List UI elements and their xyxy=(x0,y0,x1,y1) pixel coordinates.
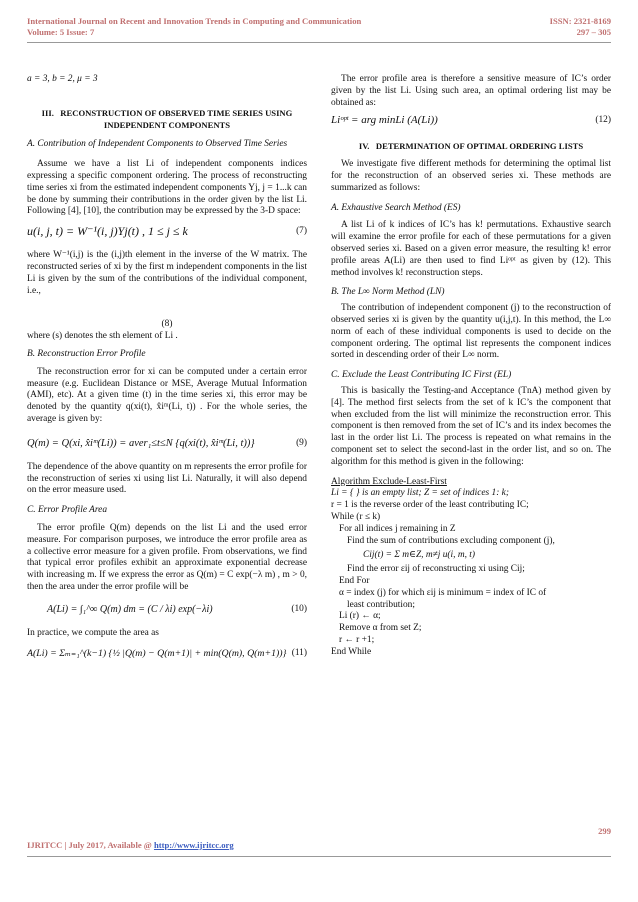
section-3-heading xyxy=(27,108,307,132)
paragraph-4a: A list Li of k indices of IC’s has k! permutations. Exhaustive search will examine the error profile for each of these permutations for a given observed series xi. Based on a given error measure, the resulting k! error profile areas A(Li) are then used to find Liᵒᵖᵗ as given by (12). This method involves k! reconstruction steps. xyxy=(331,220,611,278)
section-4-heading xyxy=(331,141,611,153)
algorithm-title: Algorithm Exclude-Least-First xyxy=(331,476,447,487)
equation-11-number: (11) xyxy=(291,647,307,658)
algorithm-line: Find the error εij of reconstructing xi using Cij; xyxy=(347,564,525,575)
page-number: 299 xyxy=(598,826,611,836)
paragraph-3a-1: Assume we have a list Li of independent components indices expressing a specific component ordering. The process of reconstructing time series xi from the estimated independent components Yj, j = 1...k can be done by summing their contributions in the order given by the list Li. Following [4], [10], the contribution may be expressed by the 3-D space: xyxy=(27,159,307,217)
paragraph-4b: The contribution of independent component (j) to the reconstruction of observed series xi is given by the quantity u(i,j,t). In this method, the L∞ norm of each of these individual components is used to decide on the component ordering. The optimal list represents the component indices sorted in descending order of their L∞ norm. xyxy=(331,303,611,361)
journal-link[interactable]: http://www.ijritcc.org xyxy=(153,840,234,850)
algorithm-line: Remove α from set Z; xyxy=(339,623,422,634)
equation-12-number: (12) xyxy=(595,115,611,126)
paragraph-4-intro: We investigate five different methods for determining the optimal list for the reconstruction of an observed series xi. These methods are summarized as follows: xyxy=(331,159,611,193)
section-3-number: III. xyxy=(41,107,54,118)
paragraph-3b-2: The dependence of the above quantity on m represents the error profile for the reconstruction of series xi using list Li. Naturally, it will also depend on the error measure used. xyxy=(27,461,307,496)
algorithm-line: For all indices j remaining in Z xyxy=(339,523,456,534)
paragraph-3c-1: The error profile Q(m) depends on the list Li and the used error measure. For comparison purposes, we introduce the error profile area as a collective error measure for a given profile. From observations, we find that typical error profiles exhibit an approximate exponential decrease with increasing m. If we express the error as Q(m) = C exp(−λ m) , m > 0, then the area under the error profile will be xyxy=(27,522,307,592)
algorithm-equation: Cij(t) = Σ m∈Z, m≠j u(i, m, t) xyxy=(363,550,476,561)
equation-10 xyxy=(27,604,307,624)
left-column xyxy=(27,74,307,668)
algorithm-line: α = index (j) for which εij is minimum = index of IC of xyxy=(339,587,547,598)
section-4-number: IV. xyxy=(358,141,370,152)
algorithm-line: End While xyxy=(331,646,372,657)
algorithm-line: r ← r +1; xyxy=(339,635,375,646)
equation-7-number: (7) xyxy=(296,226,307,237)
equation-9-body: Q(m) = Q(xi, x̂iᵐ(Li)) = aver₁≤t≤N {q(xi(t), x̂iᵐ(Li, t))} xyxy=(27,437,255,449)
algorithm-line: r = 1 is the reverse order of the least contributing IC; xyxy=(331,500,529,511)
subsection-3b-title: B. Reconstruction Error Profile xyxy=(27,348,146,359)
paragraph-4c: This is basically the Testing-and Acceptance (TnA) method given by [4]. The method first selects from the set of k IC’s the component that when excluded from the list will minimize the reconstruction error. This component is then removed from the set of IC’s and its index becomes the last in the order list Li. The process is repeated on what remains in the component set to select the second-last in the order list, and so on. The algorithm for this method is given in the following: xyxy=(331,385,611,467)
subsection-3c-title: C. Error Profile Area xyxy=(27,505,108,516)
equation-10-number: (10) xyxy=(291,603,307,614)
footer-label: IJRITCC | July 2017, Available @ xyxy=(27,840,154,850)
header-rule xyxy=(27,42,611,43)
issn: ISSN: 2321-8169 xyxy=(549,16,611,26)
algorithm-line: Li (r) ← α; xyxy=(339,611,381,622)
algorithm-line: While (r ≤ k) xyxy=(331,511,381,522)
algorithm-line: Li = { } is an empty list; Z = set of indices 1: k; xyxy=(331,488,509,499)
journal-title: International Journal on Recent and Innovation Trends in Computing and Communication xyxy=(27,16,362,26)
volume-issue: Volume: 5 Issue: 7 xyxy=(27,27,95,37)
subsection-4b-title: B. The L∞ Norm Method (LN) xyxy=(331,287,445,298)
algorithm-line: least contribution; xyxy=(347,599,415,610)
parameter-line: a = 3, b = 2, μ = 3 xyxy=(27,74,98,84)
equation-12 xyxy=(331,115,611,135)
footer-text xyxy=(27,840,234,850)
equation-11 xyxy=(27,648,307,668)
paragraph-3a-3: where (s) denotes the sth element of Li . xyxy=(27,331,178,342)
page-range: 297 – 305 xyxy=(576,27,611,37)
paragraph-3a-2: where W⁻¹(i,j) is the (i,j)th element in the inverse of the W matrix. The reconstructed series of xi by the first m independent components in the list Li is given by the sum of the contributions of the individual component, i.e., xyxy=(27,250,307,296)
paragraph-3c-2: In practice, we compute the area as xyxy=(27,627,159,638)
equation-10-body: A(Li) = ∫₁^∞ Q(m) dm = (C / λi) exp(−λi) xyxy=(47,603,213,615)
section-4-title: DETERMINATION OF OPTIMAL ORDERING LISTS xyxy=(375,141,584,152)
footer-rule xyxy=(27,856,611,857)
algorithm-line: End For xyxy=(339,576,370,587)
section-3-title: RECONSTRUCTION OF OBSERVED TIME SERIES USING INDEPENDENT COMPONENTS xyxy=(60,107,293,130)
right-column xyxy=(331,74,611,659)
subsection-4a-title: A. Exhaustive Search Method (ES) xyxy=(331,202,461,213)
equation-8-number: (8) xyxy=(161,319,173,330)
equation-7-body: u(i, j, t) = W⁻¹(i, j)Yj(t) , 1 ≤ j ≤ k xyxy=(27,224,188,239)
equation-7 xyxy=(27,226,307,246)
equation-12-body: Liᵒᵖᵗ = arg minLi (A(Li)) xyxy=(331,114,438,127)
algorithm-line: Find the sum of contributions excluding component (j), xyxy=(347,535,555,546)
equation-9 xyxy=(27,438,307,458)
paragraph-3b-1: The reconstruction error for xi can be computed under a certain error measure (e.g. Euclidean Distance or MSE, Average Mutual Information (AMI), etc). At a given time (t) in the time series xi, this error may be denoted by the quantity q(xi(t), x̂iᵐ(Li, t)) . For the whole series, the average is given by: xyxy=(27,366,307,424)
subsection-3a-title: A. Contribution of Independent Components to Observed Time Series xyxy=(27,139,288,150)
equation-9-number: (9) xyxy=(296,437,307,448)
paragraph-r-1: The error profile area is therefore a sensitive measure of IC’s order given by the list Li. Using such area, an optimal ordering list may be obtained as: xyxy=(331,74,611,108)
equation-11-body: A(Li) = Σₘ₌₁^(k−1) {½ |Q(m) − Q(m+1)| + min(Q(m), Q(m+1))} xyxy=(27,647,287,659)
subsection-4c-title: C. Exclude the Least Contributing IC First (EL) xyxy=(331,370,512,381)
